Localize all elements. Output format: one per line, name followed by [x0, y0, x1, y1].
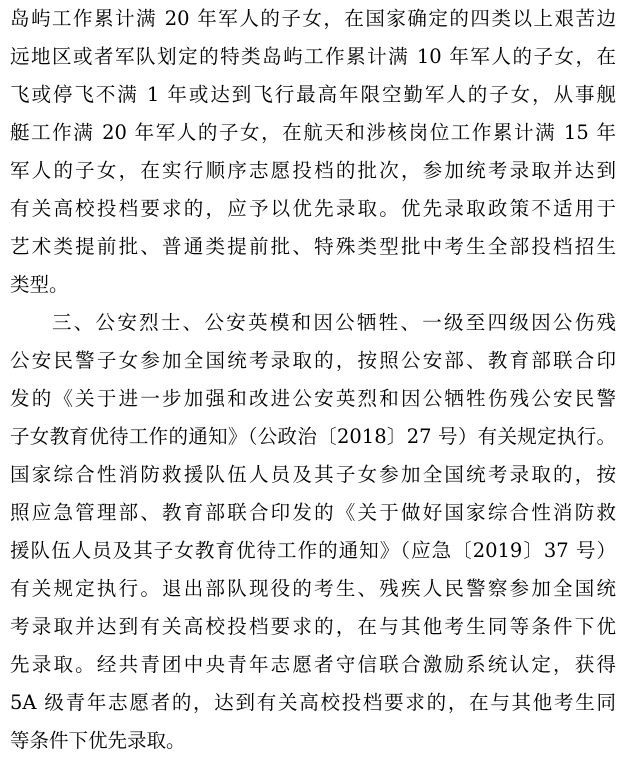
text-line: 发的《关于进一步加强和改进公安英烈和因公牺牲伤残公安民警 — [10, 387, 616, 410]
text-line: 考录取并达到有关高校投档要求的，在与其他考生同等条件下优 — [10, 615, 616, 638]
text-line: 有关规定执行。退出部队现役的考生、残疾人民警察参加全国统 — [10, 577, 616, 600]
text-line: 国家综合性消防救援队伍人员及其子女参加全国统考录取的，按 — [10, 463, 616, 486]
text-line: 类型。 — [10, 273, 69, 296]
text-line: 公安民警子女参加全国统考录取的，按照公安部、教育部联合印 — [10, 349, 616, 372]
text-line: 艇工作满 20 年军人的子女，在航天和涉核岗位工作累计满 15 年 — [10, 121, 616, 144]
text-line: 军人的子女，在实行顺序志愿投档的批次，参加统考录取并达到 — [10, 159, 616, 182]
text-line: 先录取。经共青团中央青年志愿者守信联合激励系统认定，获得 — [10, 653, 616, 676]
text-line: 子女教育优待工作的通知》（公政治〔2018〕27 号）有关规定执行。 — [10, 425, 616, 448]
text-line: 岛屿工作累计满 20 年军人的子女，在国家确定的四类以上艰苦边 — [10, 7, 616, 30]
text-line: 等条件下优先录取。 — [10, 729, 186, 752]
text-line: 飞或停飞不满 1 年或达到飞行最高年限空勤军人的子女，从事舰 — [10, 83, 616, 106]
paragraph-start-line: 三、公安烈士、公安英模和因公牺牲、一级至四级因公伤残 — [52, 311, 616, 334]
text-line: 艺术类提前批、普通类提前批、特殊类型批中考生全部投档招生 — [10, 235, 616, 258]
text-line: 有关高校投档要求的，应予以优先录取。优先录取政策不适用于 — [10, 197, 616, 220]
text-line: 照应急管理部、教育部联合印发的《关于做好国家综合性消防救 — [10, 501, 616, 524]
text-line: 援队伍人员及其子女教育优待工作的通知》（应急〔2019〕37 号） — [10, 539, 616, 562]
text-line: 远地区或者军队划定的特类岛屿工作累计满 10 年军人的子女，在 — [10, 45, 616, 68]
text-line: 5A 级青年志愿者的，达到有关高校投档要求的，在与其他考生同 — [10, 691, 616, 714]
